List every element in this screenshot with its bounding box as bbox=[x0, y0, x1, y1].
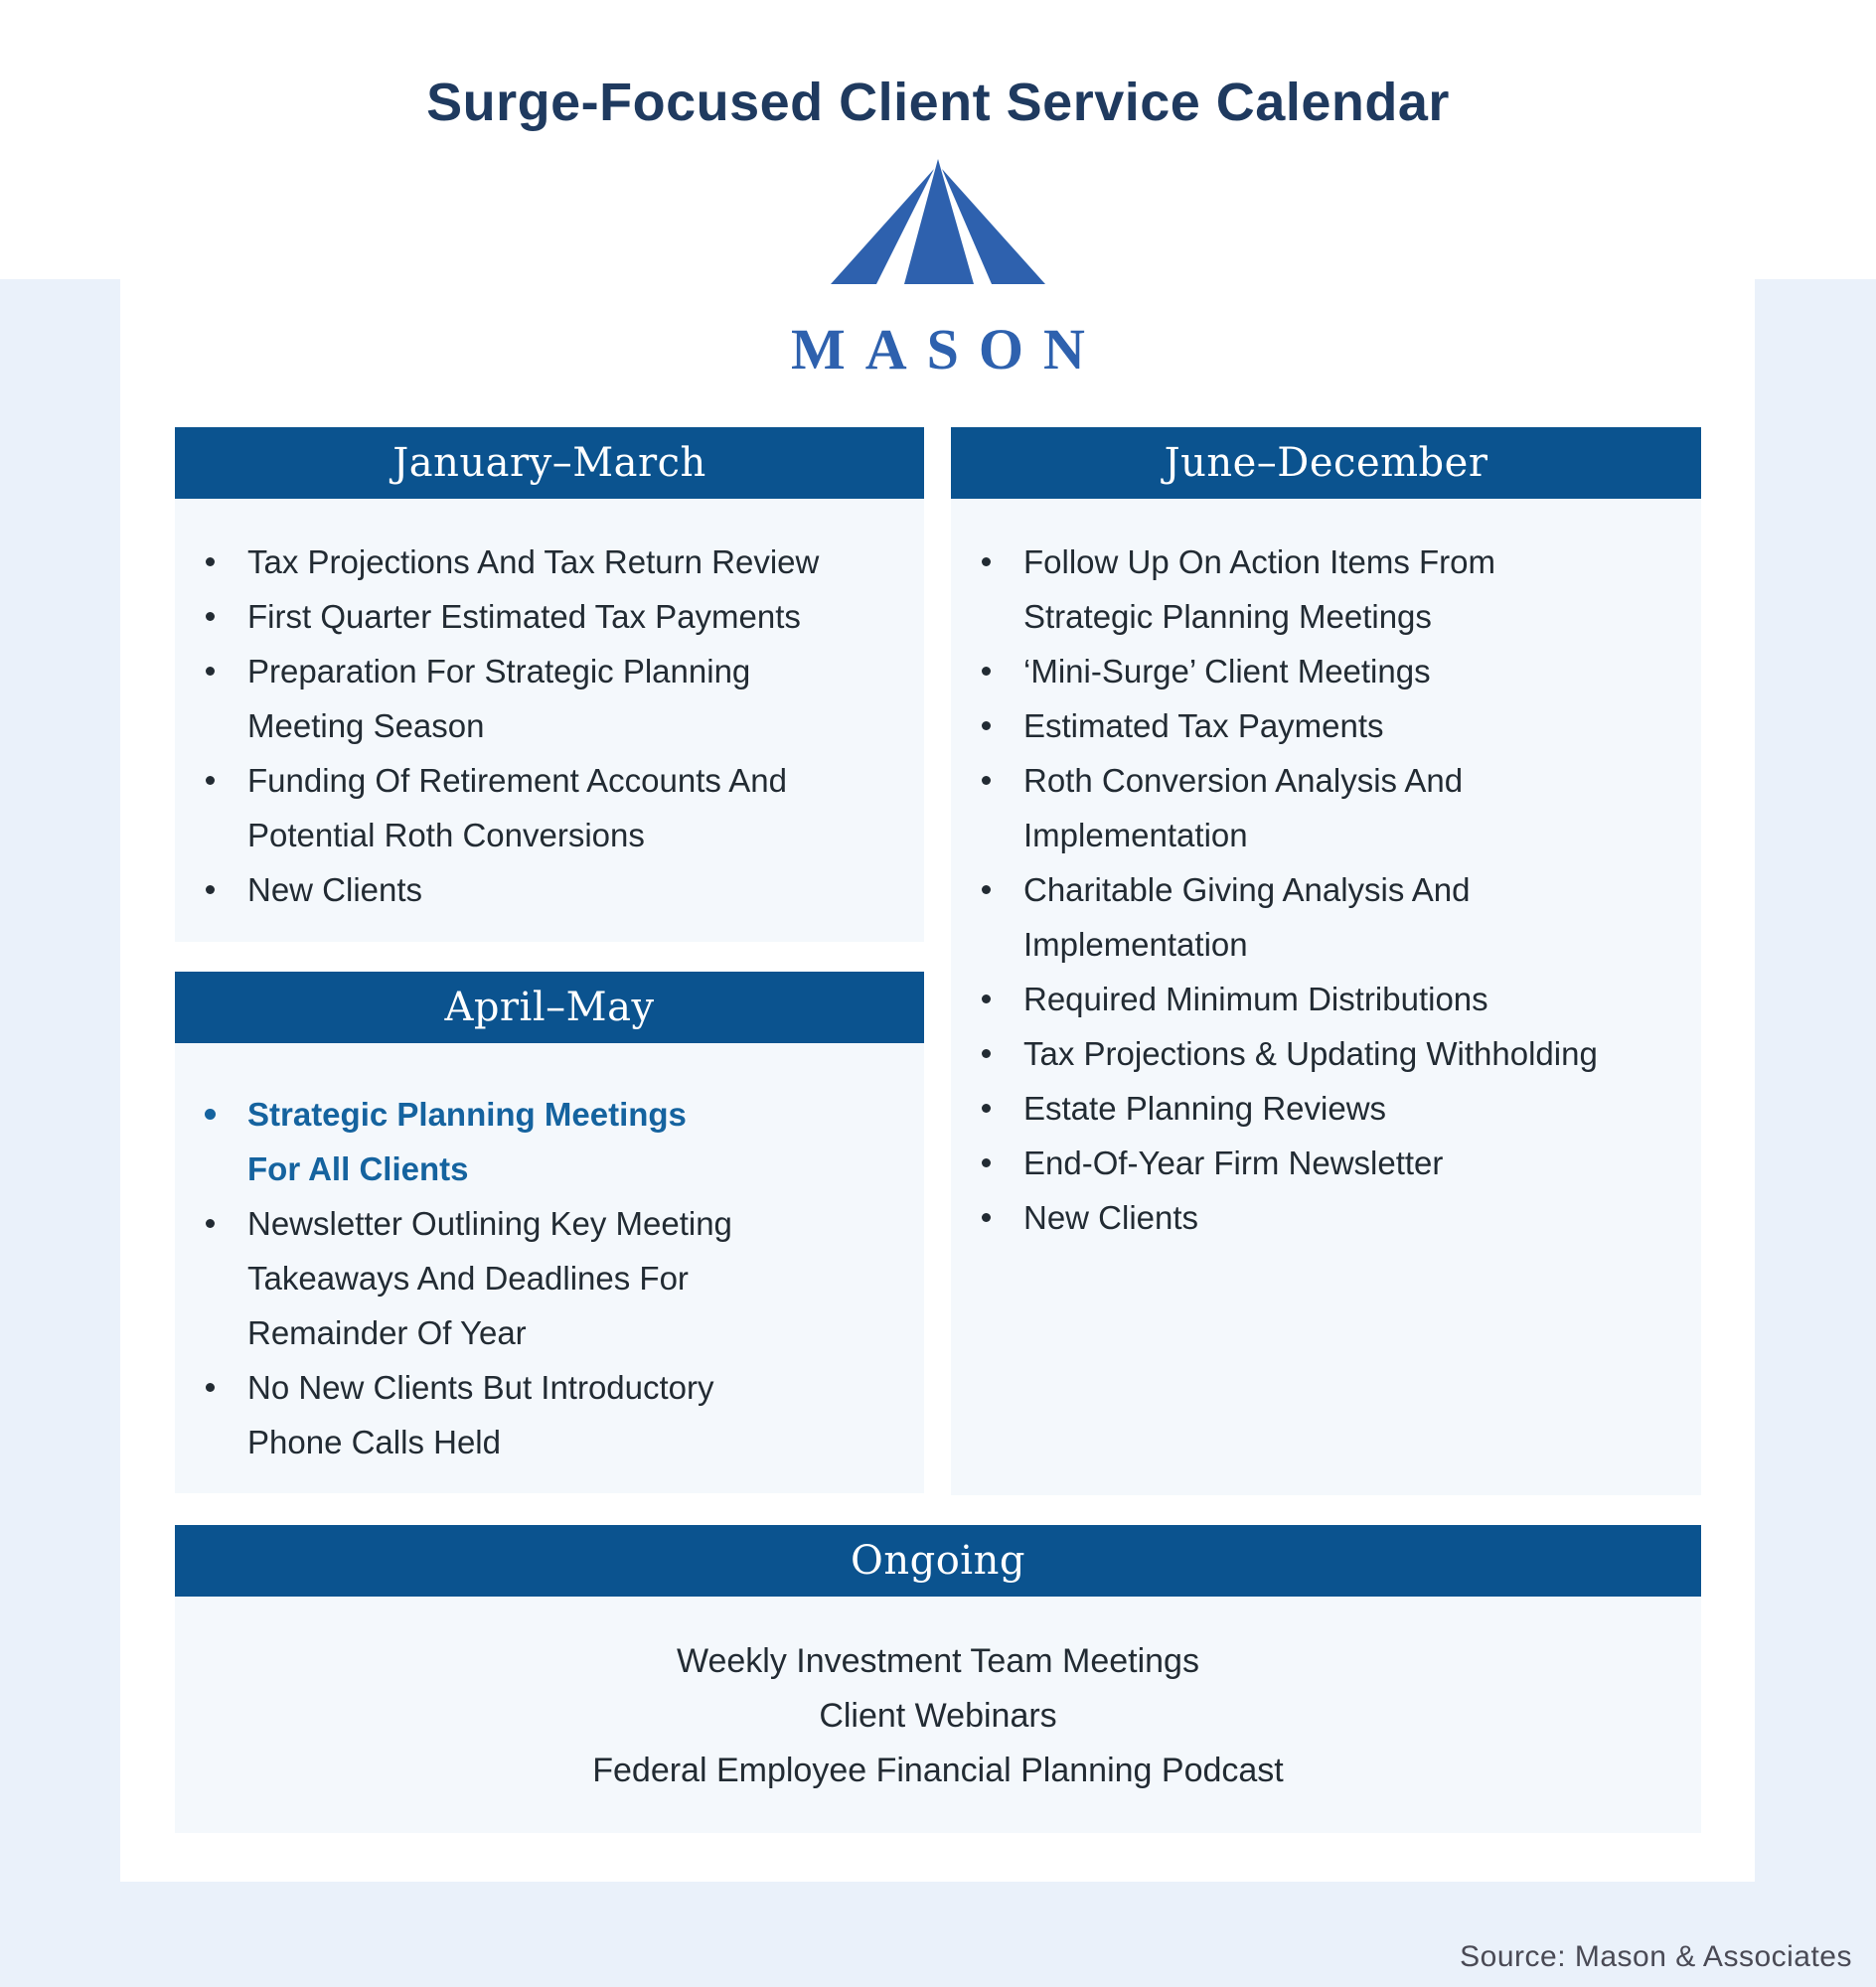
bullet-icon bbox=[982, 1049, 991, 1058]
list-item bbox=[175, 753, 924, 862]
list-item bbox=[175, 535, 924, 589]
section-header-june-december: June–December bbox=[951, 427, 1701, 499]
section-content-april-may bbox=[175, 1043, 924, 1493]
list-item bbox=[951, 1081, 1701, 1136]
list-item bbox=[175, 644, 924, 753]
section-header-ongoing: Ongoing bbox=[175, 1525, 1701, 1597]
list-item-text: First Quarter Estimated Tax Payments bbox=[247, 598, 801, 635]
pyramid-logo-icon bbox=[831, 159, 1045, 284]
bullet-icon bbox=[206, 1219, 215, 1228]
list-item bbox=[951, 1190, 1701, 1245]
list-item-text: Preparation For Strategic Planning Meeting Season bbox=[247, 653, 751, 744]
list-item bbox=[951, 972, 1701, 1026]
bullet-icon bbox=[205, 1109, 216, 1120]
list-item-text: Newsletter Outlining Key Meeting Takeaways And Deadlines For Remainder Of Year bbox=[247, 1205, 732, 1351]
source-attribution: Source: Mason & Associates bbox=[1460, 1940, 1852, 1973]
brand-wordmark: MASON bbox=[791, 317, 1105, 382]
bullet-icon bbox=[982, 885, 991, 894]
section-content-january-march bbox=[175, 499, 924, 942]
ongoing-item: Client Webinars bbox=[819, 1697, 1057, 1735]
bullet-icon bbox=[982, 1104, 991, 1113]
bullet-icon bbox=[982, 776, 991, 785]
list-item-text: Tax Projections And Tax Return Review bbox=[247, 543, 820, 580]
list-item-text: Tax Projections & Updating Withholding bbox=[1023, 1035, 1598, 1072]
bullet-icon bbox=[206, 612, 215, 621]
list-item-text: Charitable Giving Analysis And Implementation bbox=[1023, 871, 1471, 963]
bullet-icon bbox=[982, 994, 991, 1003]
list-item bbox=[175, 1196, 924, 1360]
ongoing-item: Weekly Investment Team Meetings bbox=[677, 1642, 1199, 1680]
bullet-icon bbox=[206, 1383, 215, 1392]
section-content-ongoing bbox=[175, 1597, 1701, 1833]
bullet-icon bbox=[982, 1158, 991, 1167]
bullet-icon bbox=[982, 1213, 991, 1222]
list-item-text: New Clients bbox=[247, 871, 423, 908]
list-item-text: ‘Mini-Surge’ Client Meetings bbox=[1023, 653, 1431, 689]
page-title: Surge-Focused Client Service Calendar bbox=[426, 73, 1450, 133]
list-item bbox=[951, 753, 1701, 862]
list-item-text: Strategic Planning Meetings For All Clients bbox=[247, 1096, 687, 1187]
list-item bbox=[951, 862, 1701, 972]
list-item-text: Follow Up On Action Items From Strategic Planning Meetings bbox=[1023, 543, 1495, 635]
list-item-text: Required Minimum Distributions bbox=[1023, 981, 1488, 1017]
bullet-icon bbox=[982, 667, 991, 676]
list-item-text: Roth Conversion Analysis And Implementation bbox=[1023, 762, 1464, 853]
list-item bbox=[175, 1087, 924, 1196]
section-header-april-may: April–May bbox=[175, 972, 924, 1043]
bullet-icon bbox=[206, 667, 215, 676]
list-item-text: Estimated Tax Payments bbox=[1023, 707, 1384, 744]
ongoing-item: Federal Employee Financial Planning Podcast bbox=[592, 1752, 1284, 1789]
list-item bbox=[175, 589, 924, 644]
bullet-icon bbox=[206, 776, 215, 785]
bullet-icon bbox=[982, 557, 991, 566]
list-item bbox=[951, 1026, 1701, 1081]
list-item bbox=[175, 1360, 924, 1469]
list-item bbox=[951, 535, 1701, 644]
bullet-icon bbox=[206, 885, 215, 894]
list-item bbox=[951, 698, 1701, 753]
bullet-icon bbox=[982, 721, 991, 730]
list-item-text: Funding Of Retirement Accounts And Potential Roth Conversions bbox=[247, 762, 787, 853]
section-header-january-march: January–March bbox=[175, 427, 924, 499]
list-item-text: Estate Planning Reviews bbox=[1023, 1090, 1387, 1127]
list-item bbox=[175, 862, 924, 917]
list-item bbox=[951, 1136, 1701, 1190]
list-item bbox=[951, 644, 1701, 698]
bullet-icon bbox=[206, 557, 215, 566]
list-item-text: No New Clients But Introductory Phone Calls Held bbox=[247, 1369, 714, 1460]
list-item-text: New Clients bbox=[1023, 1199, 1199, 1236]
list-item-text: End-Of-Year Firm Newsletter bbox=[1023, 1145, 1444, 1181]
section-content-june-december bbox=[951, 499, 1701, 1495]
